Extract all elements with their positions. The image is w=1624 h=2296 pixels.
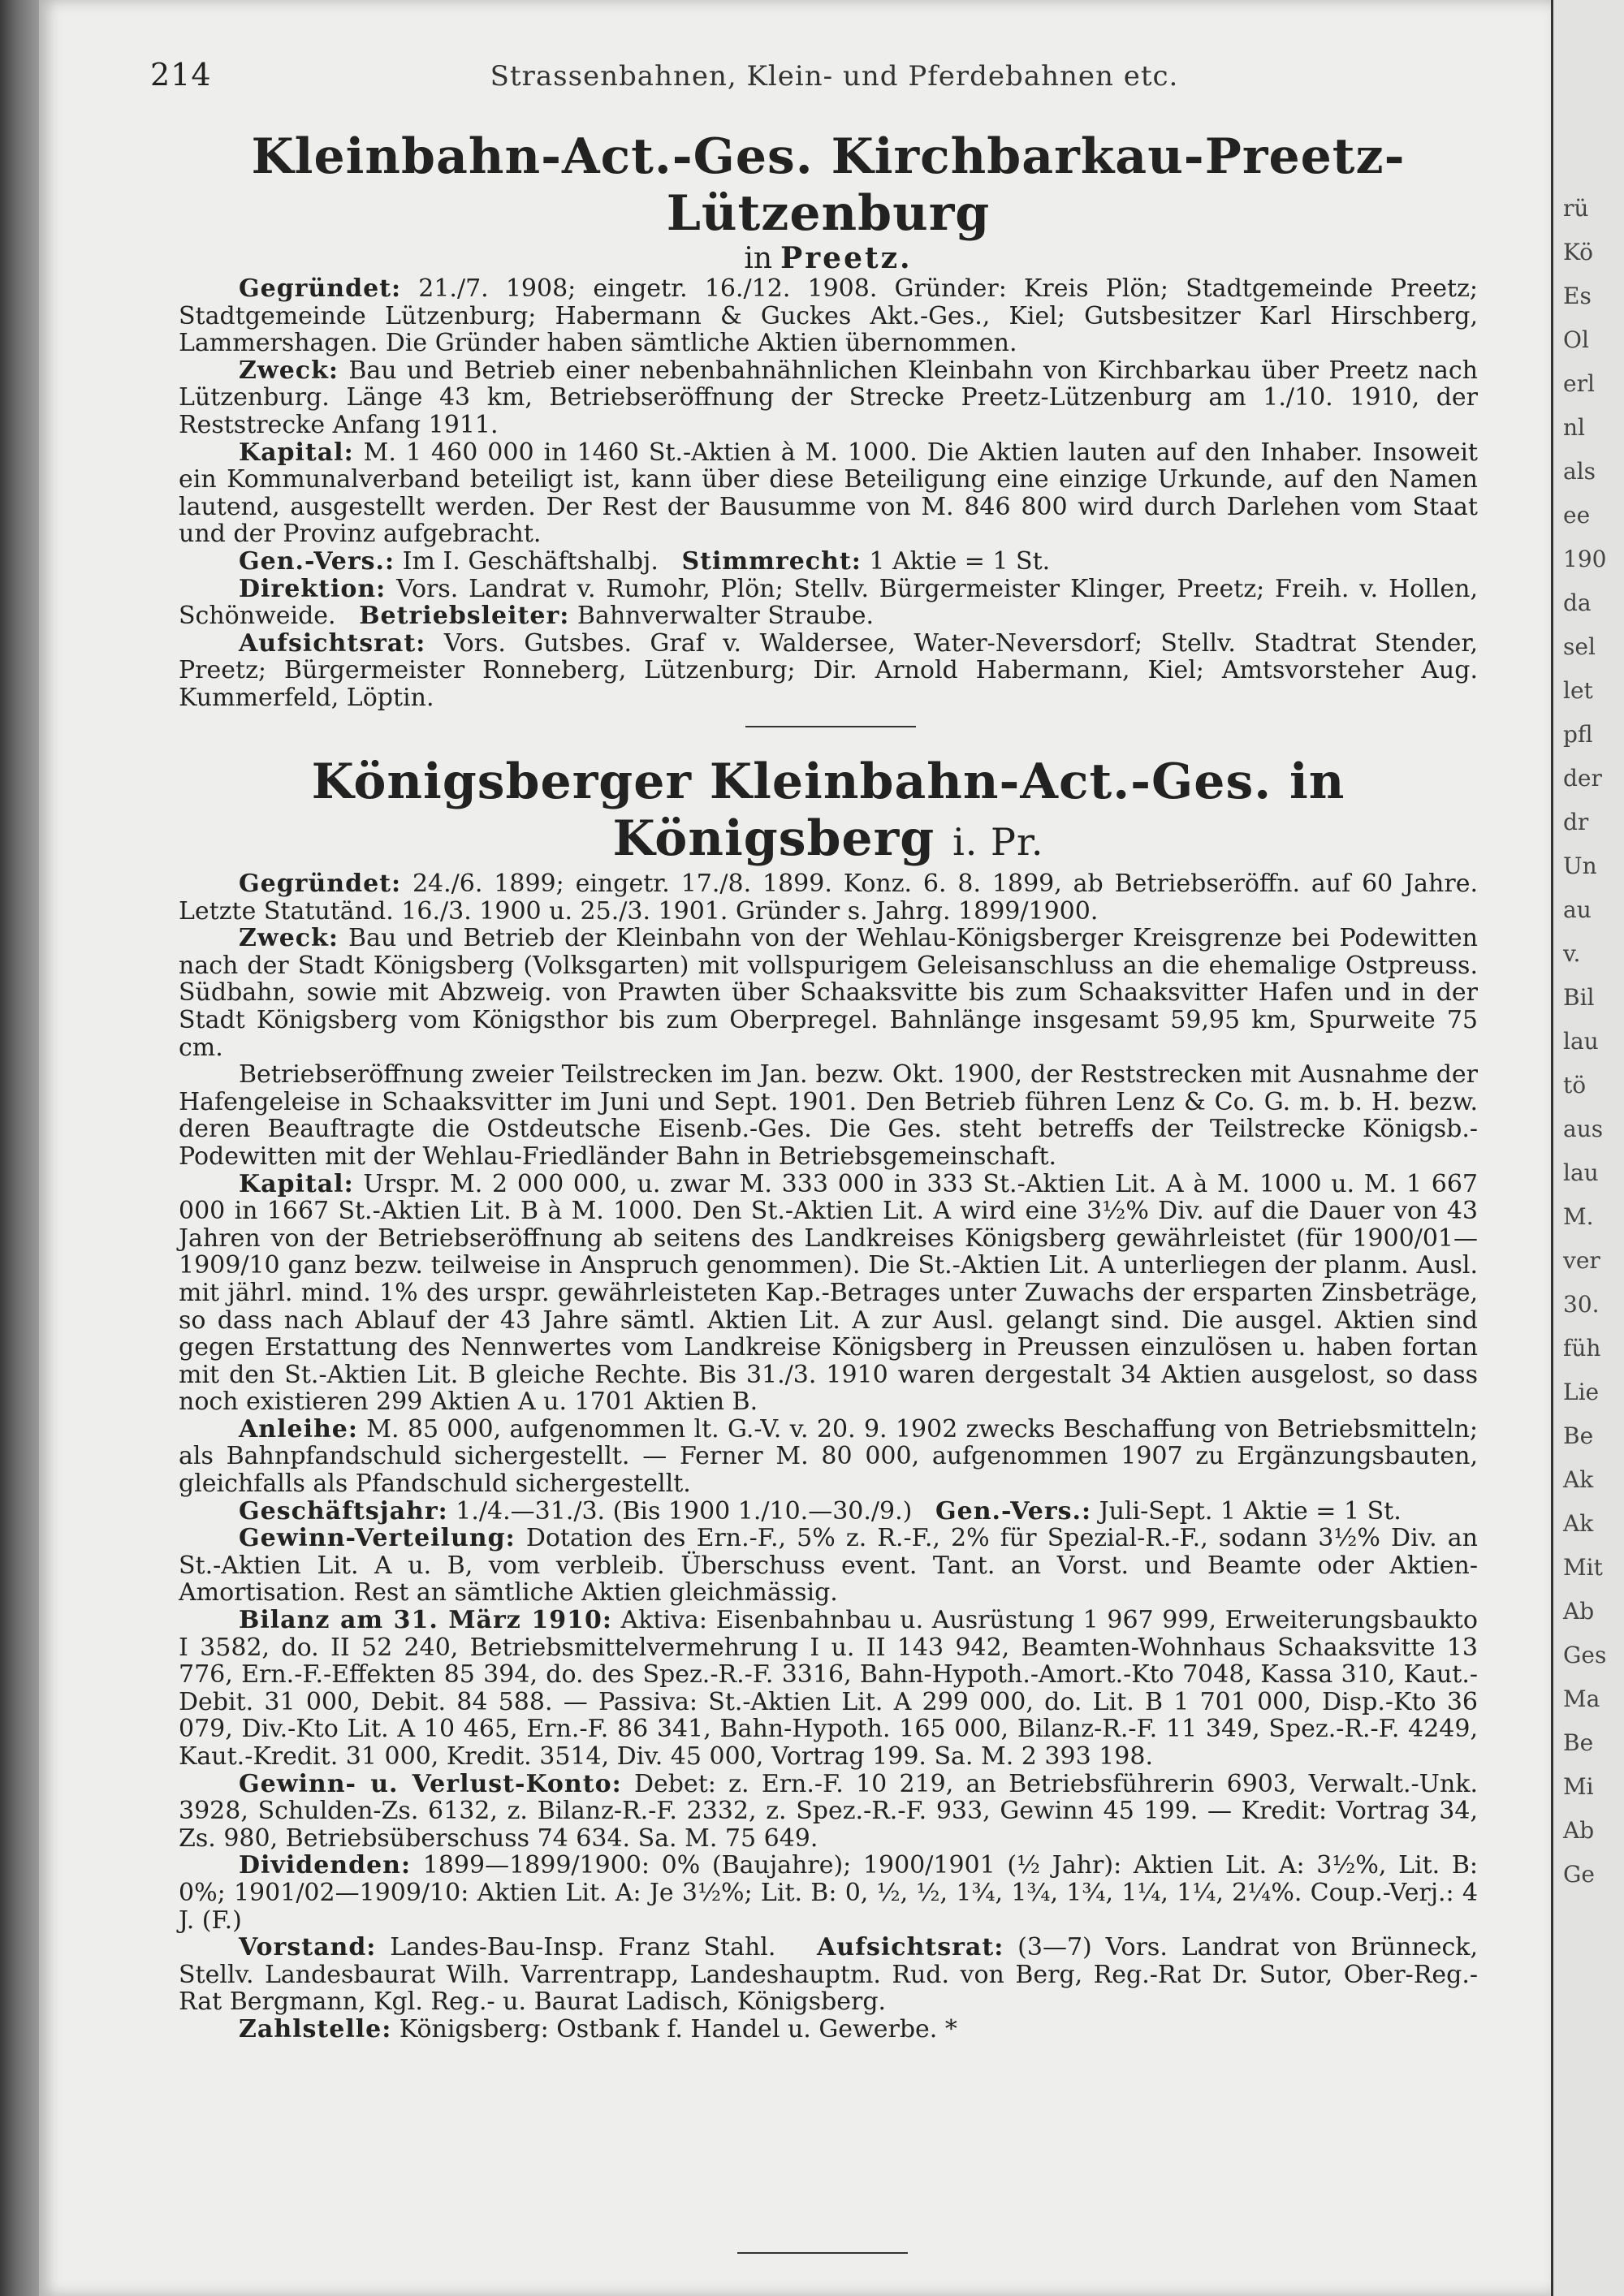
entry-paragraph: [179, 439, 1478, 548]
entry-paragraph: [179, 1171, 1478, 1416]
entry-location: [179, 242, 1478, 275]
field-label: Gen.-Vers.:: [239, 546, 395, 576]
field-label: Kapital:: [239, 1169, 354, 1198]
adjacent-page-fragment: Ak: [1563, 1466, 1594, 1493]
adjacent-page-fragment: da: [1563, 589, 1592, 616]
entry-paragraph: [179, 1525, 1478, 1607]
field-label: Gegründet:: [239, 870, 402, 898]
field-text: 1./4.—31./3. (Bis 1900 1./10.—30./9.): [447, 1496, 913, 1526]
adjacent-page-fragment: als: [1563, 458, 1596, 485]
entry-paragraph: [179, 925, 1478, 1061]
entry-paragraph: [179, 357, 1478, 439]
running-title: Strassenbahnen, Klein- und Pferdebahnen etc.: [490, 60, 1179, 93]
adjacent-page-fragment: Ma: [1563, 1685, 1600, 1712]
adjacent-page-fragment: Kö: [1563, 239, 1594, 265]
entry-paragraph: [179, 1416, 1478, 1498]
adjacent-page-fragment: Mi: [1563, 1773, 1594, 1800]
field-text: Bau und Betrieb der Kleinbahn von der Wehlau-Königsberger Kreisgrenze bei Podewitten nach der Stadt Königsberg (Volksgarten) mit vollspurigem Geleisanschluss an die ehemalige Ostpreuss. Südbahn, sowie mit Abzweig. von Prawten über Schaaksvitte bis zum Schaaksvitter Hafen und in der Stadt Königsberg vom Königsthor bis zum Oberpregel. Bahnlänge insgesamt 59,95 km, Spurweite 75 cm.: [179, 924, 1478, 1062]
field-text: M. 1 460 000 in 1460 St.-Aktien à M. 1000. Die Aktien lauten auf den Inhaber. Insoweit ein Kommunalverband beteiligt ist, kann über diese Beteiligung eine einzige Urkunde, auf den Namen lautend, ausgestellt werden. Der Rest der Bausumme von M. 846 800 wird durch Darlehen vom Staat und der Provinz aufgebracht.: [179, 438, 1478, 549]
adjacent-page-fragment: au: [1563, 896, 1592, 923]
adjacent-page-fragment: pfl: [1563, 721, 1593, 748]
adjacent-page-fragment: tö: [1563, 1072, 1587, 1098]
field-label: Aufsichtsrat:: [239, 628, 426, 658]
running-head: [150, 57, 1518, 97]
field-label: Zweck:: [239, 924, 339, 953]
field-text: M. 85 000, aufgenommen lt. G.-V. v. 20. 9. 1902 zwecks Beschaffung von Betriebsmitteln; als Bahnpfandschuld sichergestellt. — Ferner M. 80 000, aufgenommen 1907 zu Ergänzungsbauten, gleichfalls als Pfandschuld sichergestellt.: [179, 1414, 1478, 1499]
adjacent-page-fragment: Es: [1563, 283, 1592, 309]
adjacent-page-fragment: Un: [1563, 852, 1597, 879]
entry-title-suffix: i. Pr.: [952, 820, 1044, 864]
entry-paragraph: [179, 870, 1478, 925]
entry-title-main: Königsberger Kleinbahn-Act.-Ges. in Königsberg: [311, 753, 1345, 867]
adjacent-page-fragment: ee: [1563, 502, 1591, 529]
field-text: (3—7) Vors. Landrat von Brünneck, Stellv. Landesbaurat Wilh. Varrentrapp, Landeshauptm. Rud. von Berg, Reg.-Rat Dr. Sutor, Ober-Reg.-Rat Bergmann, Kgl. Reg.- u. Baurat Ladisch, Königsberg.: [179, 1933, 1479, 2017]
adjacent-page-fragment: lau: [1563, 1028, 1599, 1055]
field-label: Gewinn- u. Verlust-Konto:: [239, 1769, 622, 1798]
field-label: Gewinn-Verteilung:: [239, 1524, 516, 1553]
field-label: Vorstand:: [239, 1933, 377, 1962]
field-label: Kapital:: [239, 438, 354, 467]
entry-paragraph: [179, 1852, 1478, 1934]
entry-title: Kleinbahn-Act.-Ges. Kirchbarkau-Preetz-Lützenburg: [251, 128, 1406, 242]
field-label: Gegründet:: [239, 274, 402, 303]
field-text: Juli-Sept. 1 Aktie = 1 St.: [1091, 1496, 1402, 1526]
entry-separator: [745, 726, 916, 727]
location-preposition: in: [744, 242, 773, 275]
field-text: 1 Aktie = 1 St.: [861, 546, 1051, 576]
field-text: 1899—1899/1900: 0% (Baujahre); 1900/1901 (½ Jahr): Aktien Lit. A: 3½%, Lit. B: 0%; 1901/02—1909/10: Aktien Lit. A: Je 3½%; Lit. B: 0, ½, ½, 1¾, 1¾, 1¾, 1¼, 1¼, 2¼%. Coup.-Verj.: 4 J. (F.): [179, 1851, 1478, 1935]
field-text: Aktiva: Eisenbahnbau u. Ausrüstung 1 967 999, Erweiterungsbaukto I 3582, do. II 52 240, Betriebsmittelvermehrung I u. II 143 942, Beamten-Wohnhaus Schaaksvitte 13 776, Ern.-F.-Effekten 85 394, do. des Spez.-R.-F. 3316, Bahn-Hypoth.-Amort.-Kto 7048, Kassa 310, Kaut.-Debit. 31 000, Debit. 84 588. — Passiva: St.-Aktien Lit. A 299 000, do. Lit. B 1 701 000, Disp.-Kto 36 079, Div.-Kto Lit. A 10 465, Ern.-F. 86 341, Bahn-Hypoth. 165 000, Bilanz-R.-F. 11 349, Spez.-R.-F. 4249, Kaut.-Kredit. 31 000, Kredit. 3514, Div. 45 000, Vortrag 199. Sa. M. 2 393 198.: [179, 1606, 1478, 1771]
entry-paragraph: [179, 2016, 1478, 2044]
adjacent-page-fragment: füh: [1563, 1335, 1601, 1362]
adjacent-page-fragment: Ges: [1563, 1642, 1607, 1668]
field-text: Vors. Gutsbes. Graf v. Waldersee, Water-Neversdorf; Stellv. Stadtrat Stender, Preetz; Bürgermeister Ronneberg, Lützenburg; Dir. Arnold Habermann, Kiel; Amtsvorsteher Aug. Kummerfeld, Löptin.: [179, 628, 1478, 712]
adjacent-page-fragment: aus: [1563, 1116, 1604, 1142]
adjacent-page-fragment: Ab: [1563, 1817, 1595, 1844]
field-text: Königsberg: Ostbank f. Handel u. Gewerbe. *: [391, 2014, 957, 2044]
entry-title: [179, 753, 1478, 870]
field-text: Bahnverwalter Straube.: [569, 602, 875, 631]
book-binding-edge: [0, 0, 39, 2296]
adjacent-page-fragment: Ol: [1563, 326, 1589, 353]
adjacent-page-fragment: dr: [1563, 809, 1589, 835]
field-label: Zweck:: [239, 356, 339, 385]
entry-body: [179, 870, 1478, 2044]
entry-paragraph: [179, 1061, 1478, 1170]
field-label: Direktion:: [239, 574, 387, 603]
field-label: Zahlstelle:: [239, 2014, 392, 2044]
field-label: Anleihe:: [239, 1414, 358, 1444]
entry-paragraph: [179, 576, 1478, 630]
field-text: Dotation des Ern.-F., 5% z. R.-F., 2% für Spezial-R.-F., sodann 3½% Div. an St.-Aktien Lit. A u. B, vom verbleib. Überschuss event. Tant. an Vorst. und Beamte oder Aktien-Amortisation. Rest an sämtliche Aktien gleichmässig.: [179, 1524, 1478, 1608]
adjacent-page-fragment: v.: [1563, 940, 1581, 967]
adjacent-page-fragment: Bil: [1563, 984, 1595, 1011]
field-text: 24./6. 1899; eingetr. 17./8. 1899. Konz. 6. 8. 1899, ab Betriebseröffn. auf 60 Jahre. Letzte Statutänd. 16./3. 1900 u. 25./3. 1901. Gründer s. Jahrg. 1899/1900.: [179, 870, 1478, 926]
adjacent-page-fragment: Ge: [1563, 1861, 1595, 1888]
adjacent-page-fragment: 30.: [1563, 1291, 1600, 1318]
field-text: Urspr. M. 2 000 000, u. zwar M. 333 000 in 333 St.-Aktien Lit. A à M. 1000 u. M. 1 667 000 in 1667 St.-Aktien Lit. B à M. 1000. Den St.-Aktien Lit. A wird eine 3½% Div. auf die Dauer von 43 Jahren von der Betriebseröffnung ab seitens des Landkreises Königsberg gewährleistet (für 1900/01—1909/10 ganz bezw. teilweise in Anspruch genommen). Die St.-Aktien Lit. A unterliegen der planm. Ausl. mit jährl. mind. 1% des urspr. gewährleisteten Kap.-Betrages unter Zuwachs der ersparten Zinsbeträge, so dass nach Ablauf der 43 Jahre sämtl. Aktien Lit. A zur Ausl. gelangt sind. Die ausgel. Aktien sind gegen Erstattung des Nennwertes vom Landkreise Königsberg in Preussen einzulösen u. haben fortan mit den St.-Aktien Lit. B gleiche Rechte. Bis 31./3. 1910 waren dergestalt 34 Aktien ausgelost, so dass noch existieren 299 Aktien A u. 1701 Aktien B.: [179, 1169, 1478, 1417]
adjacent-page-edge: [1551, 0, 1624, 2296]
adjacent-page-fragment: Ab: [1563, 1598, 1595, 1625]
adjacent-page-fragment: erl: [1563, 370, 1595, 397]
entry-body: [179, 275, 1478, 712]
field-text: 21./7. 1908; eingetr. 16./12. 1908. Gründer: Kreis Plön; Stadtgemeinde Preetz; Stadtgemeinde Lützenburg; Habermann & Guckes Akt.-Ges., Kiel; Gutsbesitzer Karl Hirschberg, Lammershagen. Die Gründer haben sämtliche Aktien übernommen.: [179, 274, 1478, 358]
field-label: Betriebsleiter:: [359, 602, 570, 631]
entry-paragraph: [179, 1498, 1478, 1526]
adjacent-page-fragment: der: [1563, 765, 1602, 792]
adjacent-page-fragment: Be: [1563, 1422, 1594, 1449]
adjacent-page-fragment: 190: [1563, 546, 1607, 572]
field-text: Vors. Landrat v. Rumohr, Plön; Stellv. Bürgermeister Klinger, Preetz; Freih. v. Hollen, Schönweide.: [179, 574, 1478, 631]
field-label: Geschäftsjahr:: [239, 1496, 448, 1526]
end-separator: [737, 2252, 908, 2254]
field-label: Stimmrecht:: [681, 546, 862, 576]
location-place: Preetz.: [780, 241, 913, 275]
field-text: Betriebseröffnung zweier Teilstrecken im Jan. bezw. Okt. 1900, der Reststrecken mit Ausnahme der Hafengeleise in Schaaksvitter im Juni und Sept. 1901. Den Betrieb führen Lenz & Co. G. m. b. H. bezw. deren Beauftragte die Ostdeutsche Eisenb.-Ges. Die Ges. steht betreffs der Teilstrecke Königsb.-Podewitten mit der Wehlau-Friedländer Bahn in Betriebsgemeinschaft.: [179, 1060, 1478, 1171]
adjacent-page-fragment: lau: [1563, 1159, 1599, 1186]
entry-paragraph: [179, 630, 1478, 712]
adjacent-page-fragment: Ak: [1563, 1510, 1594, 1537]
adjacent-page-fragment: Be: [1563, 1729, 1594, 1756]
field-label: Dividenden:: [239, 1851, 412, 1880]
field-text: Bau und Betrieb einer nebenbahnähnlichen Kleinbahn von Kirchbarkau über Preetz nach Lützenburg. Länge 43 km, Betriebseröffnung der Strecke Preetz-Lützenburg am 1./10. 1910, der Reststrecke Anfang 1911.: [179, 356, 1478, 439]
entry-paragraph: [179, 275, 1478, 357]
adjacent-page-fragment: let: [1563, 677, 1593, 704]
field-text: Landes-Bau-Insp. Franz Stahl.: [376, 1933, 776, 1962]
field-label: Gen.-Vers.:: [935, 1496, 1092, 1526]
adjacent-page-fragment: nl: [1563, 414, 1585, 441]
company-entry-kirchbarkau: [179, 128, 1478, 712]
entry-paragraph: [179, 1934, 1478, 2016]
adjacent-page-fragment: ver: [1563, 1247, 1600, 1274]
adjacent-page-fragment: M.: [1563, 1203, 1594, 1230]
page-number: 214: [150, 57, 212, 93]
adjacent-page-fragment: Lie: [1563, 1379, 1600, 1405]
company-entry-koenigsberg: [179, 753, 1478, 2044]
entry-paragraph: [179, 1607, 1478, 1771]
entry-paragraph: [179, 1771, 1478, 1853]
field-text: Im I. Geschäftshalbj.: [395, 546, 659, 576]
field-label: Bilanz am 31. März 1910:: [239, 1606, 612, 1635]
entry-paragraph: [179, 548, 1478, 576]
adjacent-page-fragment: rü: [1563, 195, 1589, 222]
field-label: Aufsichtsrat:: [817, 1933, 1004, 1962]
field-text: Debet: z. Ern.-F. 10 219, an Betriebsführerin 6903, Verwalt.-Unk. 3928, Schulden-Zs. 6132, z. Bilanz-R.-F. 2332, z. Spez.-R.-F. 933, Gewinn 45 199. — Kredit: Vortrag 34, Zs. 980, Betriebsüberschuss 74 634. Sa. M. 75 649.: [179, 1769, 1478, 1853]
adjacent-page-fragment: Mit: [1563, 1554, 1603, 1581]
adjacent-page-fragment: sel: [1563, 633, 1596, 660]
